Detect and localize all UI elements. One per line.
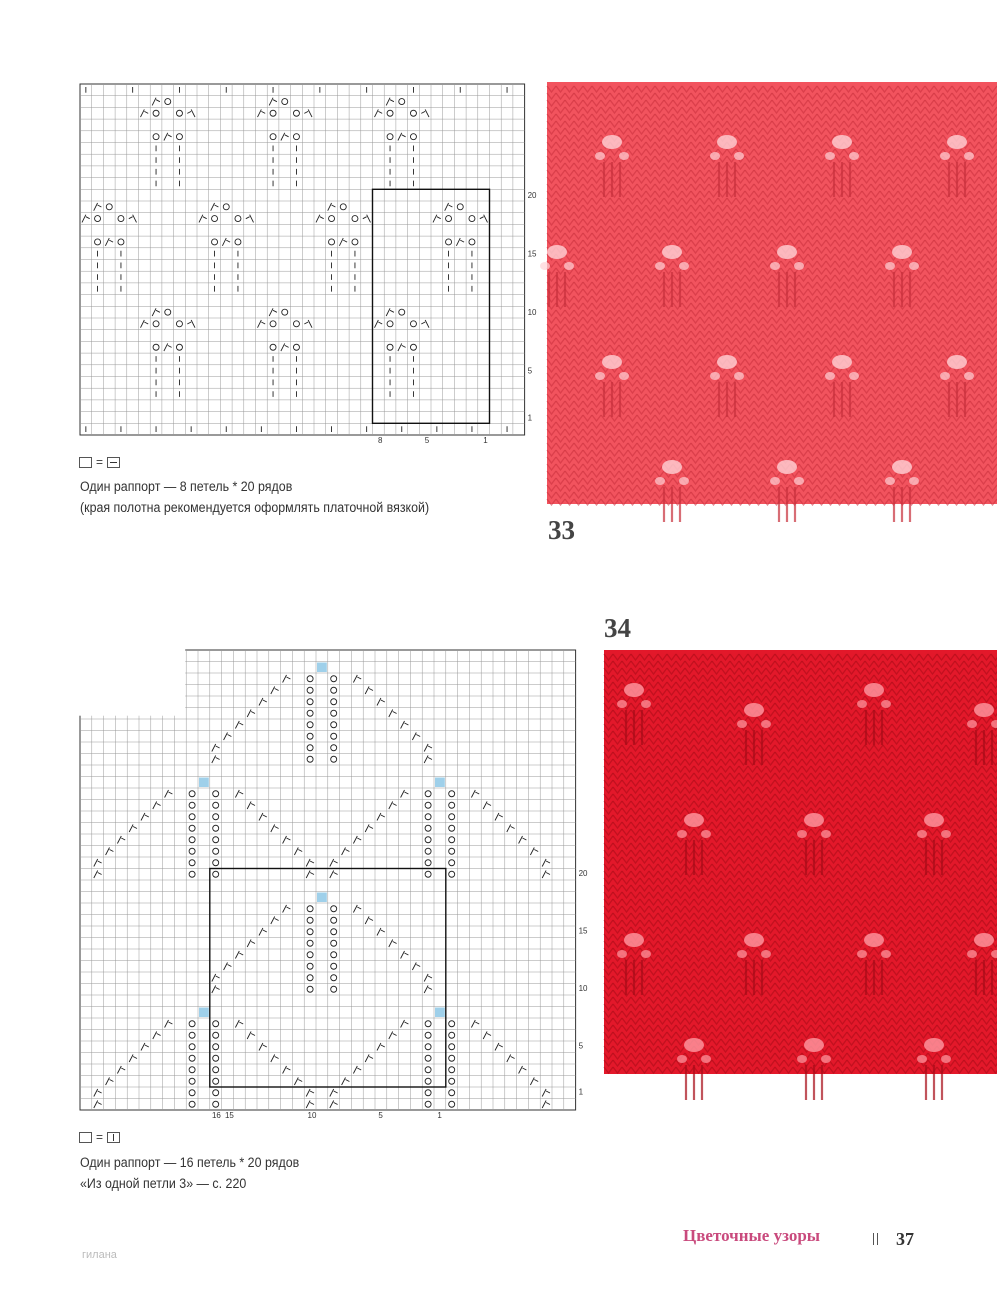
eyelet-hole bbox=[804, 813, 824, 827]
swatch-photo-33 bbox=[547, 82, 997, 504]
eyelet-hole bbox=[662, 245, 682, 259]
eyelet-hole bbox=[744, 703, 764, 717]
eyelet-hole bbox=[947, 355, 967, 369]
row-label: 10 bbox=[578, 983, 588, 993]
eyelet-hole bbox=[679, 262, 689, 270]
eyelet-hole bbox=[864, 933, 884, 947]
eyelet-hole bbox=[624, 683, 644, 697]
eyelet-hole bbox=[881, 700, 891, 708]
row-label: 20 bbox=[578, 868, 588, 878]
row-label: 5 bbox=[578, 1041, 584, 1051]
eyelet-hole bbox=[892, 460, 912, 474]
eyelet-hole bbox=[677, 1055, 687, 1063]
eyelet-hole bbox=[624, 933, 644, 947]
knit-texture-34 bbox=[604, 650, 997, 1074]
col-label: 16 bbox=[211, 1111, 221, 1120]
empty-cell-icon bbox=[79, 457, 92, 468]
bobble-cell bbox=[317, 893, 327, 903]
eyelet-hole bbox=[849, 152, 859, 160]
empty-cell-icon bbox=[79, 1132, 92, 1143]
col-label: 5 bbox=[378, 1111, 383, 1120]
eyelet-hole bbox=[804, 1038, 824, 1052]
eyelet-hole bbox=[917, 1055, 927, 1063]
eyelet-hole bbox=[941, 830, 951, 838]
eyelet-hole bbox=[892, 245, 912, 259]
eyelet-hole bbox=[717, 135, 737, 149]
pattern-number-34: 34 bbox=[604, 613, 631, 643]
eyelet-hole bbox=[797, 1055, 807, 1063]
eyelet-hole bbox=[679, 477, 689, 485]
eyelet-hole bbox=[832, 135, 852, 149]
caption-34-line2: «Из одной петли 3» — с. 220 bbox=[80, 1176, 247, 1191]
eyelet-hole bbox=[677, 830, 687, 838]
caption-33-line1: Один раппорт — 8 петель * 20 рядов bbox=[80, 479, 293, 494]
row-label: 1 bbox=[527, 413, 533, 423]
eyelet-hole bbox=[641, 950, 651, 958]
eyelet-hole bbox=[617, 950, 627, 958]
eyelet-hole bbox=[734, 372, 744, 380]
chart-33 bbox=[78, 82, 537, 445]
knit-texture-33 bbox=[547, 82, 997, 504]
eyelet-hole bbox=[641, 700, 651, 708]
eyelet-hole bbox=[941, 1055, 951, 1063]
eyelet-hole bbox=[825, 152, 835, 160]
eyelet-hole bbox=[964, 152, 974, 160]
eyelet-hole bbox=[701, 1055, 711, 1063]
row-label: 5 bbox=[527, 366, 533, 376]
knit-cell-icon bbox=[107, 1132, 120, 1143]
row-label: 10 bbox=[527, 307, 537, 317]
eyelet-hole bbox=[737, 720, 747, 728]
eyelet-hole bbox=[885, 477, 895, 485]
bobble-cell bbox=[199, 778, 209, 788]
eyelet-hole bbox=[655, 262, 665, 270]
eyelet-hole bbox=[617, 700, 627, 708]
eyelet-hole bbox=[684, 1038, 704, 1052]
eyelet-hole bbox=[821, 830, 831, 838]
row-label: 15 bbox=[578, 926, 588, 936]
page-number: 37 bbox=[896, 1229, 914, 1249]
legend-eq: = bbox=[96, 1130, 104, 1144]
col-label: 5 bbox=[424, 436, 430, 445]
eyelet-hole bbox=[940, 152, 950, 160]
eyelet-hole bbox=[777, 460, 797, 474]
eyelet-hole bbox=[849, 372, 859, 380]
eyelet-hole bbox=[744, 933, 764, 947]
eyelet-hole bbox=[940, 372, 950, 380]
eyelet-hole bbox=[881, 950, 891, 958]
eyelet-hole bbox=[770, 477, 780, 485]
caption-34 bbox=[80, 1152, 299, 1194]
eyelet-hole bbox=[794, 262, 804, 270]
eyelet-hole bbox=[540, 262, 550, 270]
eyelet-hole bbox=[770, 262, 780, 270]
col-label: 1 bbox=[483, 436, 488, 445]
eyelet-hole bbox=[967, 950, 977, 958]
eyelet-hole bbox=[761, 720, 771, 728]
eyelet-hole bbox=[832, 355, 852, 369]
eyelet-hole bbox=[794, 477, 804, 485]
eyelet-hole bbox=[547, 245, 567, 259]
eyelet-hole bbox=[964, 372, 974, 380]
eyelet-hole bbox=[710, 372, 720, 380]
eyelet-hole bbox=[564, 262, 574, 270]
eyelet-hole bbox=[684, 813, 704, 827]
row-label: 1 bbox=[578, 1087, 584, 1097]
eyelet-hole bbox=[777, 245, 797, 259]
section-title: Цветочные узоры bbox=[683, 1226, 821, 1245]
eyelet-hole bbox=[924, 813, 944, 827]
eyelet-hole bbox=[602, 135, 622, 149]
eyelet-hole bbox=[947, 135, 967, 149]
bobble-cell bbox=[317, 663, 327, 673]
col-label: 1 bbox=[437, 1111, 442, 1120]
eyelet-hole bbox=[602, 355, 622, 369]
legend-eq: = bbox=[96, 455, 104, 469]
eyelet-hole bbox=[734, 152, 744, 160]
legend-cover bbox=[79, 649, 185, 716]
eyelet-hole bbox=[857, 950, 867, 958]
col-label: 10 bbox=[307, 1111, 317, 1120]
eyelet-hole bbox=[797, 830, 807, 838]
eyelet-hole bbox=[974, 703, 994, 717]
bobble-cell bbox=[435, 1008, 445, 1018]
eyelet-hole bbox=[821, 1055, 831, 1063]
eyelet-hole bbox=[710, 152, 720, 160]
footer-separator bbox=[873, 1233, 878, 1245]
eyelet-hole bbox=[917, 830, 927, 838]
col-label: 15 bbox=[224, 1111, 234, 1120]
eyelet-hole bbox=[737, 950, 747, 958]
chart-34 bbox=[78, 648, 586, 1120]
eyelet-hole bbox=[701, 830, 711, 838]
eyelet-hole bbox=[662, 460, 682, 474]
eyelet-hole bbox=[595, 372, 605, 380]
eyelet-hole bbox=[967, 720, 977, 728]
caption-33 bbox=[80, 476, 429, 518]
eyelet-hole bbox=[595, 152, 605, 160]
eyelet-hole bbox=[909, 477, 919, 485]
purl-cell-icon bbox=[107, 457, 120, 468]
eyelet-hole bbox=[619, 152, 629, 160]
eyelet-hole bbox=[761, 950, 771, 958]
pattern-number-33: 33 bbox=[548, 515, 575, 545]
watermark: гилана bbox=[82, 1249, 117, 1261]
row-label: 20 bbox=[527, 190, 537, 200]
eyelet-hole bbox=[885, 262, 895, 270]
eyelet-hole bbox=[655, 477, 665, 485]
caption-34-line1: Один раппорт — 16 петель * 20 рядов bbox=[80, 1155, 300, 1170]
bobble-cell bbox=[435, 778, 445, 788]
legend-34b bbox=[79, 1130, 120, 1144]
row-label: 15 bbox=[527, 249, 537, 259]
col-label: 8 bbox=[378, 436, 383, 445]
legend-33 bbox=[79, 455, 120, 469]
eyelet-hole bbox=[909, 262, 919, 270]
caption-33-line2: (края полотна рекомендуется оформлять платочной вязкой) bbox=[80, 500, 430, 515]
eyelet-hole bbox=[825, 372, 835, 380]
eyelet-hole bbox=[857, 700, 867, 708]
eyelet-hole bbox=[974, 933, 994, 947]
swatch-photo-34 bbox=[604, 650, 997, 1074]
eyelet-hole bbox=[619, 372, 629, 380]
eyelet-hole bbox=[717, 355, 737, 369]
eyelet-hole bbox=[864, 683, 884, 697]
bobble-cell bbox=[199, 1008, 209, 1018]
eyelet-hole bbox=[924, 1038, 944, 1052]
